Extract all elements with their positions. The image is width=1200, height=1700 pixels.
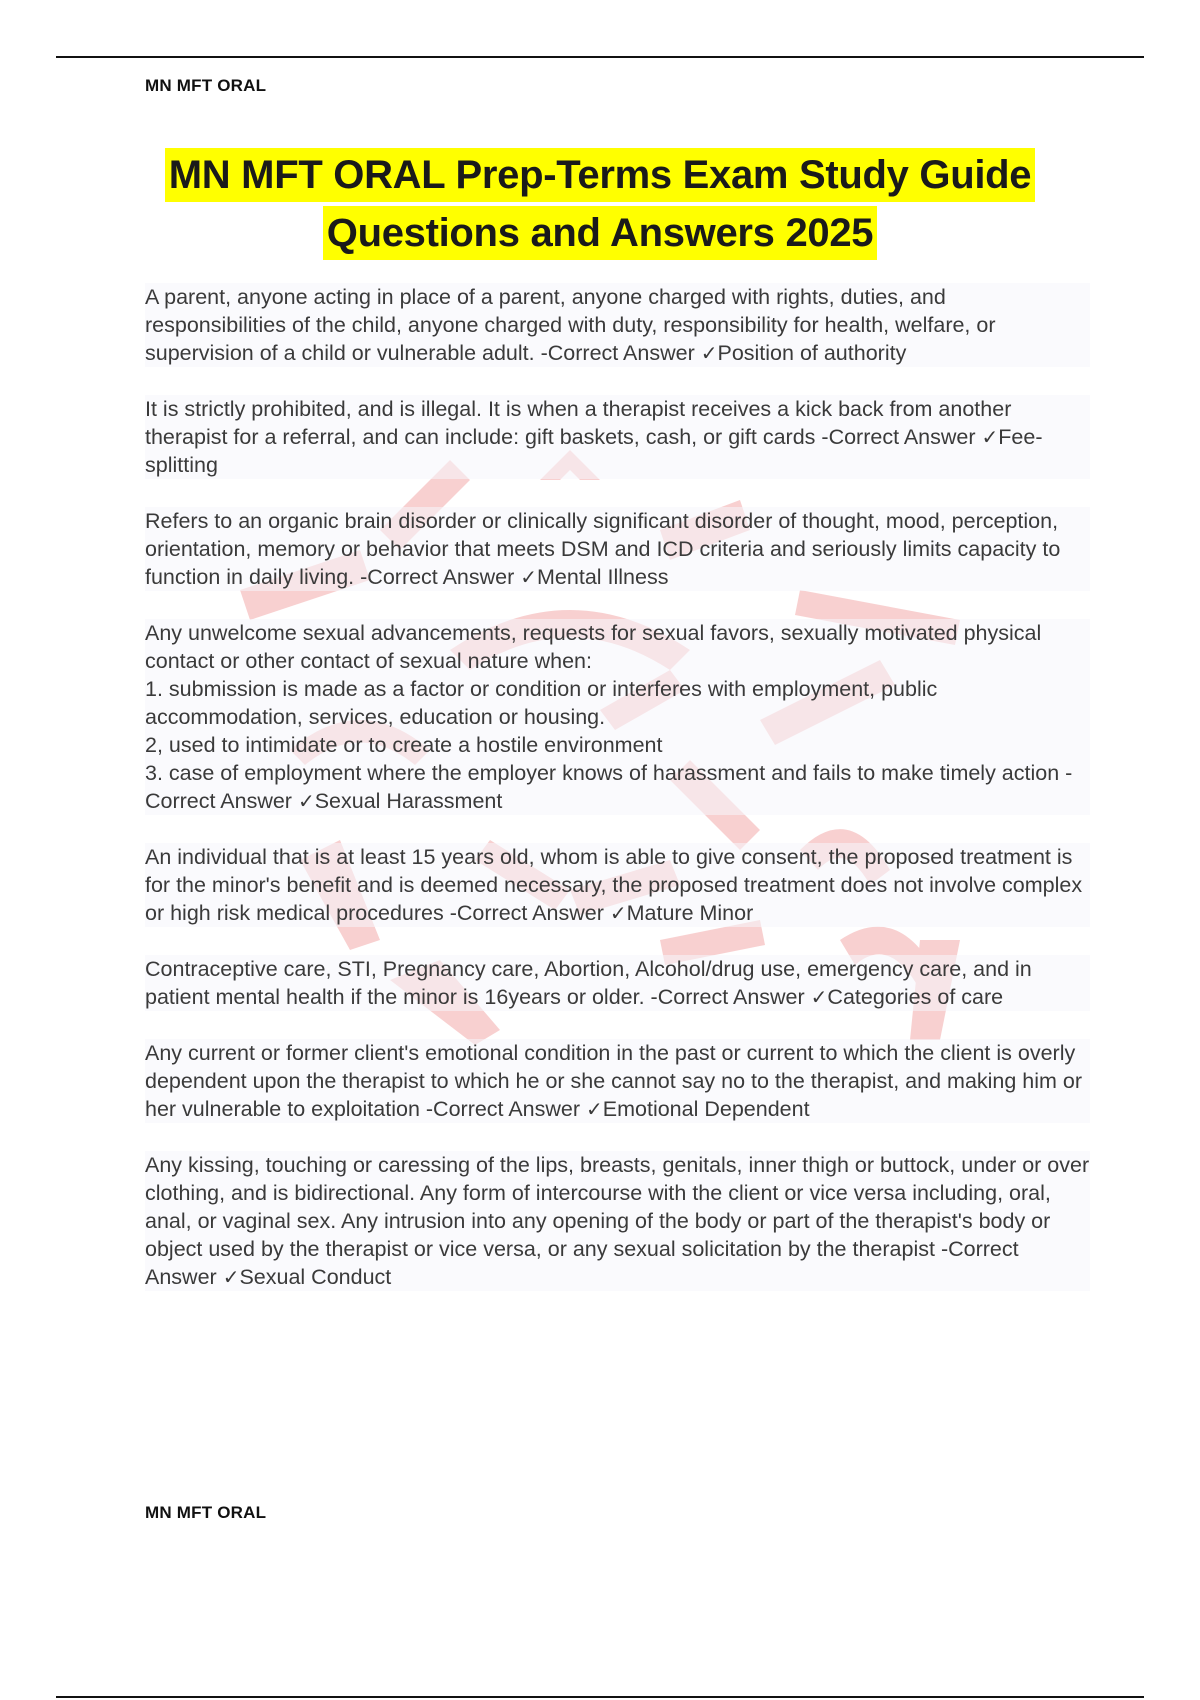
title-line-2: Questions and Answers 2025 [323, 206, 877, 260]
question-text: Any kissing, touching or caressing of the lips, breasts, genitals, inner thigh or buttock, under or over clothing, and is bidirectional. Any form of intercourse with the client or vice versa including, oral, anal, or vaginal sex. Any intrusion into any opening of the body or part of the therapist's body or object used by the therapist or vice versa, or any sexual solicitation by the therapist [145, 1153, 1090, 1261]
checkmark-icon: ✓ [609, 901, 627, 925]
question-text: It is strictly prohibited, and is illegal. It is when a therapist receives a kick back from another therapist for a referral, and can include: gift baskets, cash, or gift cards [145, 397, 1012, 449]
question-text: Any unwelcome sexual advancements, requests for sexual favors, sexually motivated physical contact or other contact of sexual nature when: 1. submission is made as a factor or condition or interferes with employment, public accommodation, services, education or housing. 2, used to intimidate or to create a hostile environment 3. case of employment where the employer knows of harassment and fails to make timely action [145, 621, 1060, 785]
qa-item [145, 955, 1090, 1011]
answer-text: Fee-splitting [145, 425, 1043, 477]
top-rule [56, 56, 1144, 58]
checkmark-icon: ✓ [586, 1097, 603, 1121]
qa-item [145, 395, 1090, 479]
answer-text: Position of authority [717, 341, 907, 365]
checkmark-icon: ✓ [222, 1265, 240, 1289]
running-footer: MN MFT ORAL [145, 1503, 267, 1522]
qa-item [145, 507, 1090, 591]
answer-prefix: -Correct Answer [425, 1097, 581, 1121]
qa-item [145, 1039, 1090, 1123]
document-title [60, 148, 1140, 260]
answer-prefix: -Correct Answer [821, 425, 976, 449]
answer-text: Mental Illness [537, 565, 669, 589]
answer-text: Sexual Conduct [239, 1265, 392, 1289]
answer-prefix: -Correct Answer [650, 985, 805, 1009]
answer-text: Categories of care [827, 985, 1004, 1009]
answer-prefix: -Correct Answer [145, 1237, 1019, 1289]
qa-item [145, 619, 1090, 815]
running-header: MN MFT ORAL [145, 76, 267, 95]
title-line-1: MN MFT ORAL Prep-Terms Exam Study Guide [165, 148, 1036, 202]
question-text: A parent, anyone acting in place of a parent, anyone charged with rights, duties, and responsibilities of the child, anyone charged with duty, responsibility for health, welfare, or supervision of a child or vulnerable adult. [145, 285, 996, 365]
checkmark-icon: ✓ [520, 565, 538, 589]
qa-item [145, 843, 1090, 927]
answer-prefix: -Correct Answer [360, 565, 515, 589]
checkmark-icon: ✓ [297, 789, 315, 813]
question-text: An individual that is at least 15 years old, whom is able to give consent, the proposed treatment is for the minor's benefit and is deemed necessary, the proposed treatment does not involve complex or high risk medical procedures [145, 845, 1083, 925]
answer-prefix: -Correct Answer [145, 761, 1073, 813]
answer-text: Sexual Harassment [314, 789, 503, 813]
answer-text: Mature Minor [626, 901, 754, 925]
checkmark-icon: ✓ [700, 341, 718, 365]
qa-item [145, 283, 1090, 367]
question-text: Contraceptive care, STI, Pregnancy care, Abortion, Alcohol/drug use, emergency care, and in patient mental health if the minor is 16years or older. [145, 957, 1032, 1009]
checkmark-icon: ✓ [810, 985, 828, 1009]
answer-prefix: -Correct Answer [540, 341, 695, 365]
answer-text: Emotional Dependent [602, 1097, 810, 1121]
qa-item [145, 1151, 1090, 1291]
bottom-rule [56, 1696, 1144, 1698]
checkmark-icon: ✓ [981, 425, 999, 449]
answer-prefix: -Correct Answer [449, 901, 604, 925]
question-text: Refers to an organic brain disorder or clinically significant disorder of thought, mood, perception, orientation, memory or behavior that meets DSM and ICD criteria and seriously limits capacity to function in daily living. [145, 509, 1061, 589]
question-text: Any current or former client's emotional condition in the past or current to which the client is overly dependent upon the therapist to which he or she cannot say no to the therapist, and making him or her vulnerable to exploitation [145, 1041, 1083, 1121]
qa-list [145, 283, 1090, 1319]
